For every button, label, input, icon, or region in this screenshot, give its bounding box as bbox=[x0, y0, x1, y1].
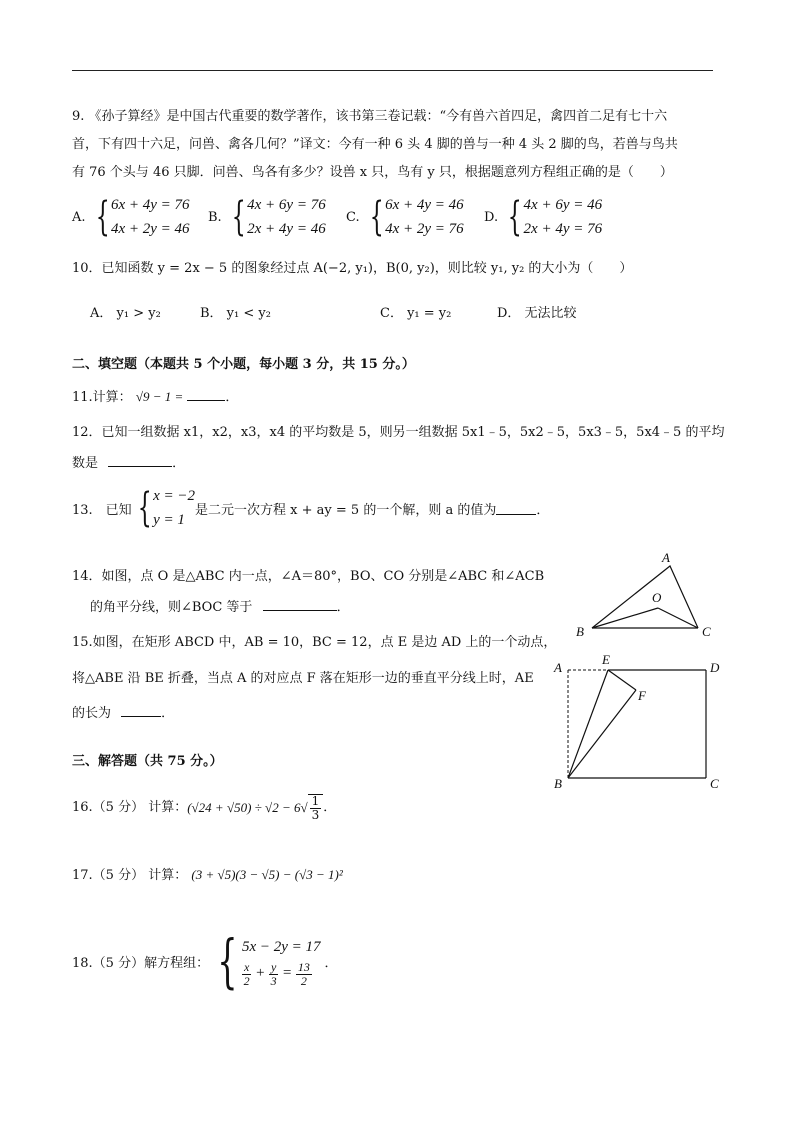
q15-line3-text: 的长为 bbox=[72, 706, 112, 721]
q18 bbox=[72, 927, 338, 995]
segment-co bbox=[658, 608, 698, 628]
q9-option-c bbox=[346, 193, 464, 241]
section-2-heading: 二、填空题（本题共 5 个小题，每小题 3 分，共 15 分。） bbox=[72, 357, 415, 372]
brace: { bbox=[507, 194, 522, 240]
brace: { bbox=[95, 194, 110, 240]
equation: 2x + 4y = 46 bbox=[247, 221, 326, 237]
plus-sign: + bbox=[255, 965, 266, 982]
answer-blank bbox=[187, 388, 225, 401]
answer-blank bbox=[108, 454, 172, 467]
q15-line2: 将△ABE 沿 BE 折叠，当点 A 的对应点 F 落在矩形一边的垂直平分线上时，AE bbox=[72, 671, 534, 686]
equation: 5x − 2y = 17 bbox=[241, 939, 321, 956]
label-f: F bbox=[638, 688, 646, 703]
equation: 4x + 2y = 76 bbox=[385, 221, 464, 237]
numerator: 1 bbox=[311, 794, 320, 808]
section-3-heading: 三、解答题（共 75 分。） bbox=[72, 754, 223, 769]
q16-prefix: 16.（5 分） 计算： bbox=[72, 800, 188, 815]
label-b: B bbox=[554, 776, 562, 791]
q15-line1: 15.如图，在矩形 ABCD 中，AB = 10，BC = 12，点 E 是边 AD 上的一个动点， bbox=[72, 635, 557, 650]
q18-suffix: ． bbox=[324, 955, 338, 971]
equation: 4x + 2y = 46 bbox=[110, 221, 190, 237]
label-b: B bbox=[576, 624, 584, 639]
brace: { bbox=[369, 194, 384, 240]
label-c: C bbox=[710, 776, 719, 791]
header-rule bbox=[72, 70, 713, 71]
equation: x = −2 bbox=[153, 488, 196, 504]
q17 bbox=[72, 866, 343, 885]
q11-prefix: 11.计算： bbox=[72, 390, 132, 405]
q15-line3: 的长为 ． bbox=[72, 706, 175, 721]
denominator: 3 bbox=[311, 808, 320, 822]
q9-option-d bbox=[484, 193, 602, 241]
equation: 4x + 6y = 76 bbox=[247, 197, 326, 213]
denominator: 2 bbox=[243, 973, 250, 988]
equation: 4x + 6y = 46 bbox=[523, 197, 603, 213]
option-label: A. bbox=[72, 209, 86, 225]
q12-line2: 数是 ． bbox=[72, 456, 186, 471]
segment-bo bbox=[592, 608, 658, 628]
label-a: A bbox=[662, 550, 670, 565]
label-o: O bbox=[652, 590, 662, 605]
q14-triangle-figure bbox=[570, 548, 720, 640]
q9-option-a bbox=[72, 193, 190, 241]
answer-blank bbox=[263, 598, 337, 611]
equals-sign: = bbox=[282, 965, 293, 982]
q10-option-b: B． y₁ < y₂ bbox=[200, 306, 271, 321]
numerator: y bbox=[270, 959, 277, 974]
q13-middle: 是二元一次方程 x + ay = 5 的一个解，则 a 的值为 bbox=[195, 502, 497, 518]
q16-expression: (√24 + √50) ÷ √2 − 6√ bbox=[187, 800, 308, 815]
option-label: D. bbox=[484, 209, 499, 225]
q10-option-a: A． y₁ > y₂ bbox=[90, 306, 161, 321]
q11-expression: √9 − 1 = bbox=[135, 389, 184, 404]
q13-suffix: ． bbox=[536, 502, 550, 518]
q13-prefix: 13. 已知 bbox=[72, 502, 132, 518]
answer-blank bbox=[121, 704, 161, 717]
option-label: B. bbox=[208, 209, 222, 225]
denominator: 3 bbox=[270, 973, 277, 988]
q10-option-c: C． y₁ = y₂ bbox=[380, 306, 452, 321]
equation: y = 1 bbox=[153, 512, 185, 528]
fraction-one-third bbox=[308, 794, 324, 822]
q14-line2-text: 的角平分线，则∠BOC 等于 bbox=[90, 600, 253, 615]
equation-fractions bbox=[242, 960, 321, 987]
numerator: x bbox=[243, 959, 250, 974]
denominator: 2 bbox=[300, 973, 307, 988]
q18-prefix: 18.（5 分）解方程组： bbox=[72, 955, 210, 971]
q9-line3: 有 76 个头与 46 只脚．问兽、鸟各有多少？设兽 x 只，鸟有 y 只，根据题意列方程组正确的是（ ） bbox=[72, 165, 673, 180]
q9-line1: 9. 《孙子算经》是中国古代重要的数学著作，该书第三卷记载：“今有兽六首四足，禽四首二足有七十六 bbox=[72, 109, 668, 124]
label-d: D bbox=[710, 660, 720, 675]
brace: { bbox=[217, 927, 238, 995]
equation: 2x + 4y = 76 bbox=[523, 221, 603, 237]
equation: 6x + 4y = 76 bbox=[110, 197, 190, 213]
q13 bbox=[72, 484, 549, 532]
label-a: A bbox=[554, 660, 562, 675]
q12-line2-text: 数是 bbox=[72, 456, 99, 471]
q11-suffix: ． bbox=[225, 390, 239, 405]
q16-suffix: ． bbox=[323, 800, 337, 815]
brace: { bbox=[231, 194, 246, 240]
q10-text: 10．已知函数 y = 2x − 5 的图象经过点 A(−2, y₁)，B(0, y₂)，则比较 y₁, y₂ 的大小为（ ） bbox=[72, 261, 633, 276]
q14-line2: 的角平分线，则∠BOC 等于 ． bbox=[90, 600, 350, 615]
q16 bbox=[72, 794, 336, 822]
answer-blank bbox=[496, 502, 536, 515]
q15-rectangle-figure bbox=[550, 650, 728, 792]
brace: { bbox=[137, 485, 152, 531]
q9-line2: 首，下有四十六足，问兽、禽各几何？”译文：今有一种 6 头 4 脚的兽与一种 4 头 2 脚的鸟，若兽与鸟共 bbox=[72, 137, 678, 152]
numerator: 13 bbox=[297, 959, 310, 974]
option-label: C. bbox=[346, 209, 360, 225]
q11 bbox=[72, 388, 238, 407]
segment-bf bbox=[568, 690, 636, 778]
fold-line-be bbox=[568, 670, 608, 778]
q17-expression: (3 + √5)(3 − √5) − (√3 − 1)² bbox=[191, 867, 343, 882]
q17-prefix: 17.（5 分） 计算： bbox=[72, 868, 188, 883]
q10-option-d: D． 无法比较 bbox=[497, 306, 577, 321]
segment-ef bbox=[608, 670, 636, 690]
q9-option-b bbox=[208, 193, 326, 241]
q14-line1: 14．如图，点 O 是△ABC 内一点，∠A＝80°，BO、CO 分别是∠ABC 和∠ACB bbox=[72, 569, 545, 584]
equation: 6x + 4y = 46 bbox=[385, 197, 464, 213]
label-e: E bbox=[602, 652, 610, 667]
label-c: C bbox=[702, 624, 711, 639]
triangle-abc bbox=[592, 566, 698, 628]
q12-line1: 12．已知一组数据 x1，x2，x3，x4 的平均数是 5，则另一组数据 5x1﹣5，5x2﹣5，5x3﹣5，5x4﹣5 的平均 bbox=[72, 425, 725, 440]
